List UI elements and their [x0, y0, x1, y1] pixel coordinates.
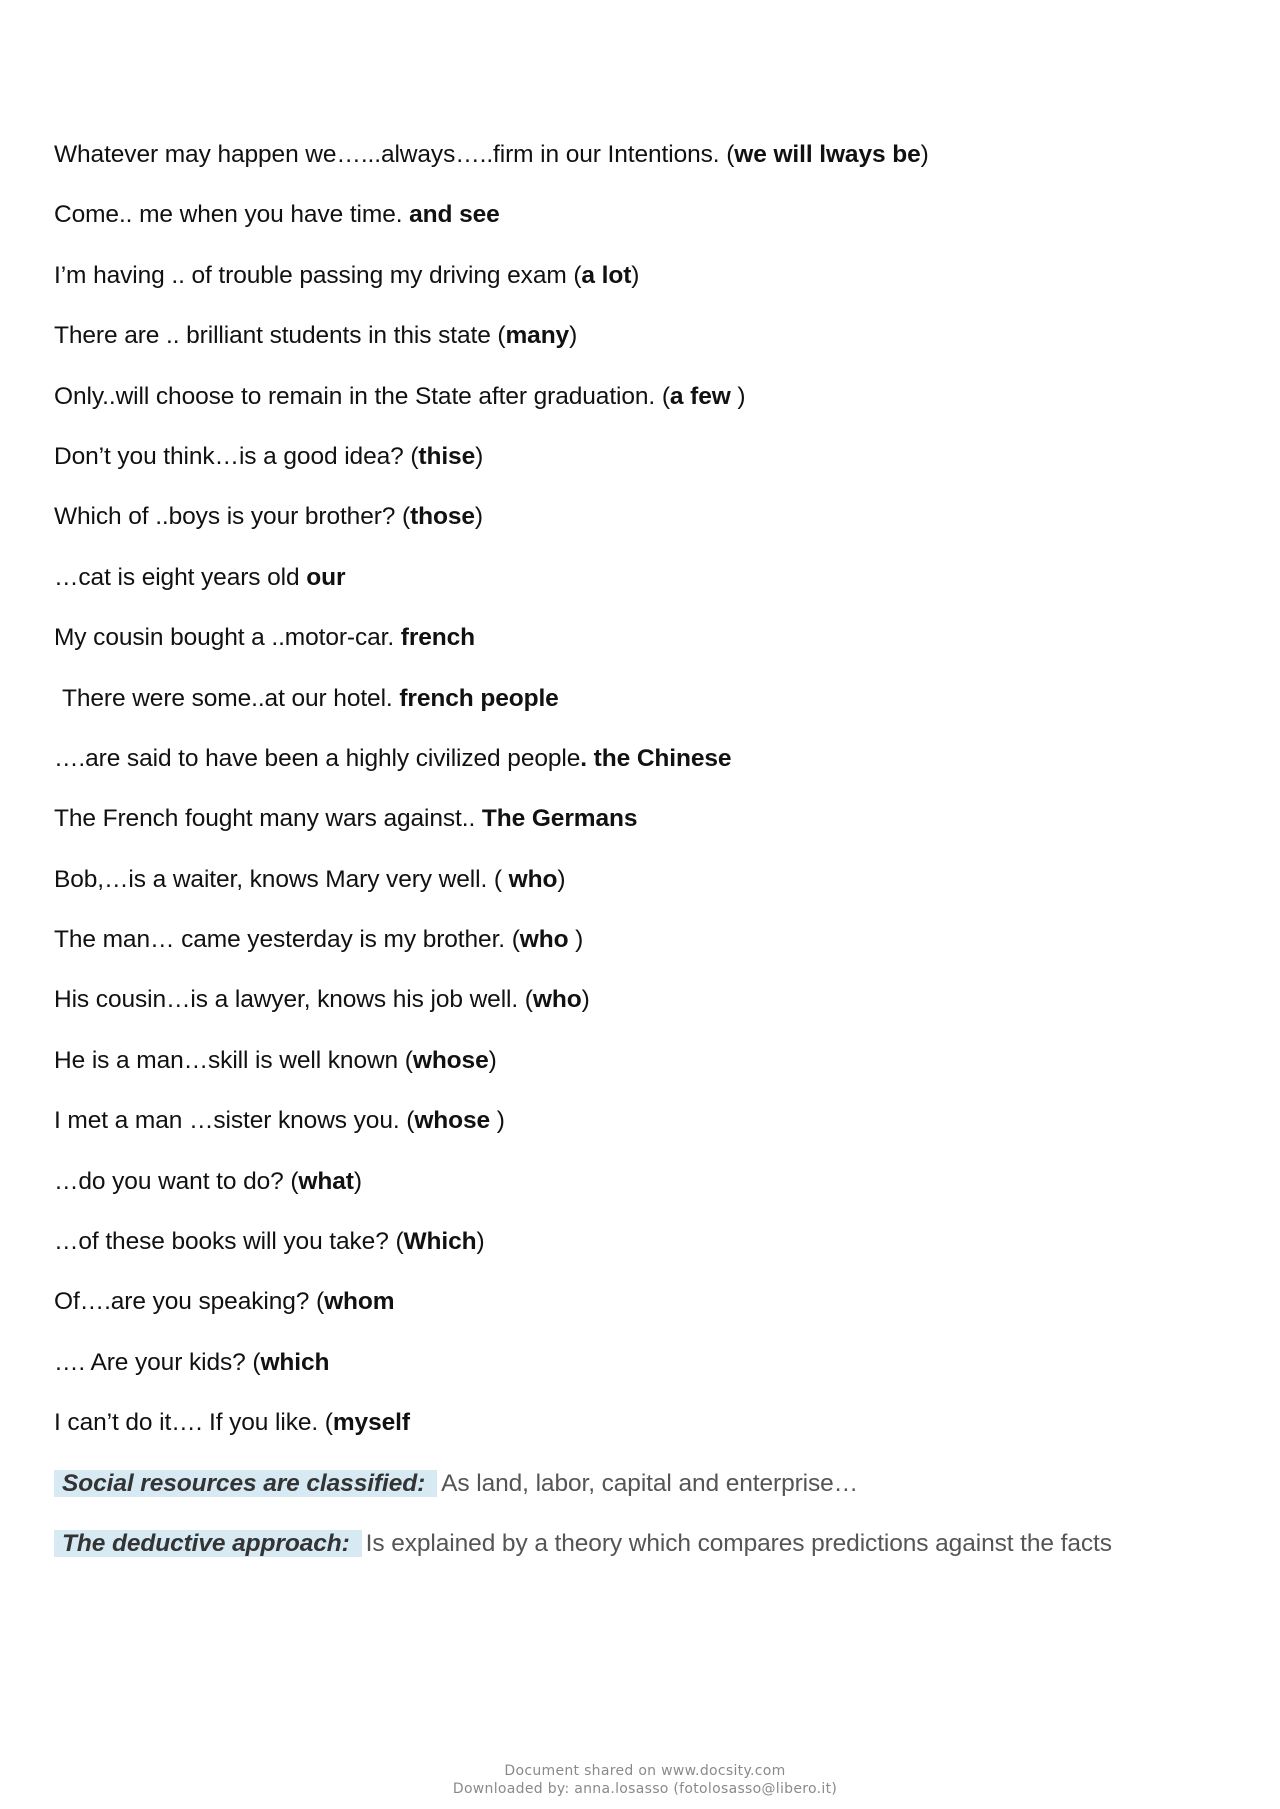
line-answer: who: [508, 865, 558, 893]
exercise-line: [54, 804, 1234, 864]
line-text: I can’t do it…. If you like. (: [54, 1409, 333, 1437]
line-suffix: ): [488, 1046, 497, 1074]
line-text: ….are said to have been a highly civilized people: [54, 744, 581, 772]
exercise-list: [54, 140, 1234, 1589]
line-text: He is a man…skill is well known (: [54, 1046, 413, 1074]
exercise-line: [54, 684, 1234, 744]
line-text: I’m having .. of trouble passing my driving exam (: [54, 261, 582, 289]
definition-line: [54, 1469, 1234, 1529]
line-suffix: ): [581, 986, 590, 1014]
exercise-line: [54, 382, 1234, 442]
line-answer: our: [306, 563, 346, 591]
exercise-line: [54, 1167, 1234, 1227]
exercise-line: [54, 1287, 1234, 1347]
exercise-line: [54, 925, 1234, 985]
line-text: I met a man …sister knows you. (: [54, 1107, 415, 1135]
exercise-line: [54, 744, 1234, 804]
line-answer: french: [400, 624, 476, 652]
definition-term: Social resources are classified:: [54, 1470, 437, 1497]
line-answer: Which: [403, 1228, 477, 1256]
line-text: My cousin bought a ..motor-car.: [54, 624, 401, 652]
line-suffix: ): [568, 926, 584, 954]
line-answer: what: [298, 1167, 354, 1195]
line-text: Bob,…is a waiter, knows Mary very well. (: [54, 865, 509, 893]
line-text: The man… came yesterday is my brother. (: [54, 926, 520, 954]
line-text: There are .. brilliant students in this state (: [54, 322, 506, 350]
line-suffix: ): [353, 1167, 362, 1195]
line-answer: many: [505, 322, 570, 350]
line-suffix: ): [631, 261, 640, 289]
definition-text: As land, labor, capital and enterprise…: [441, 1469, 859, 1497]
exercise-line: [54, 1408, 1234, 1468]
definition-text: Is explained by a theory which compares predictions against the facts: [365, 1529, 1112, 1557]
line-suffix: ): [474, 503, 483, 531]
line-answer: who: [532, 986, 582, 1014]
exercise-line: [54, 985, 1234, 1045]
definition-term: The deductive approach:: [54, 1530, 362, 1557]
line-answer: a lot: [581, 261, 632, 289]
line-answer: we will lways be: [734, 141, 921, 168]
line-suffix: ): [569, 322, 578, 350]
line-suffix: ): [490, 1107, 505, 1135]
line-answer: those: [410, 503, 475, 531]
exercise-line: [54, 623, 1234, 683]
line-text: …cat is eight years old: [54, 563, 307, 591]
line-answer: whose: [414, 1107, 491, 1135]
document-footer: [0, 1762, 1280, 1798]
line-answer: who: [519, 926, 569, 954]
line-text: Don’t you think…is a good idea? (: [54, 442, 419, 470]
exercise-line: [54, 200, 1234, 260]
exercise-line: [54, 1046, 1234, 1106]
line-answer: which: [260, 1348, 330, 1376]
line-text: Whatever may happen we…...always…..firm in our Intentions. (: [54, 141, 735, 168]
line-text: …of these books will you take? (: [54, 1228, 404, 1256]
line-suffix: ): [920, 141, 929, 168]
line-text: …do you want to do? (: [54, 1167, 299, 1195]
line-suffix: ): [557, 865, 566, 893]
line-answer: thise: [418, 442, 476, 470]
exercise-line: [54, 1348, 1234, 1408]
exercise-line: [54, 502, 1234, 562]
line-suffix: ): [476, 1228, 485, 1256]
line-suffix: ): [730, 382, 746, 410]
exercise-line: [54, 321, 1234, 381]
line-text: Come.. me when you have time.: [54, 201, 410, 229]
exercise-line: [54, 1227, 1234, 1287]
footer-downloaded-text: Downloaded by: anna.losasso (fotolosasso@libero.it): [452, 1781, 838, 1797]
exercise-line: [54, 1106, 1234, 1166]
exercise-line: [54, 140, 1234, 200]
line-text: Only..will choose to remain in the State after graduation. (: [54, 382, 670, 410]
line-suffix: ): [475, 442, 484, 470]
definition-line: [54, 1529, 1234, 1589]
line-text: His cousin…is a lawyer, knows his job well. (: [54, 986, 533, 1014]
line-text: …. Are your kids? (: [54, 1348, 261, 1376]
line-answer: whom: [324, 1288, 395, 1316]
exercise-line: [54, 563, 1234, 623]
exercise-line: [54, 865, 1234, 925]
line-text: There were some..at our hotel.: [62, 684, 400, 712]
line-answer: myself: [332, 1409, 410, 1437]
footer-shared-text: Document shared on www.docsity.com: [504, 1763, 786, 1779]
line-text: Which of ..boys is your brother? (: [54, 503, 411, 531]
exercise-line: [54, 442, 1234, 502]
line-answer: and see: [409, 201, 500, 229]
line-answer: whose: [412, 1046, 489, 1074]
line-answer: french people: [399, 684, 559, 712]
line-text: Of….are you speaking? (: [54, 1288, 325, 1316]
line-answer: The Germans: [481, 805, 638, 833]
line-answer: . the Chinese: [580, 744, 732, 772]
line-answer: a few: [669, 382, 731, 410]
exercise-line: [54, 261, 1234, 321]
line-text: The French fought many wars against..: [54, 805, 482, 833]
